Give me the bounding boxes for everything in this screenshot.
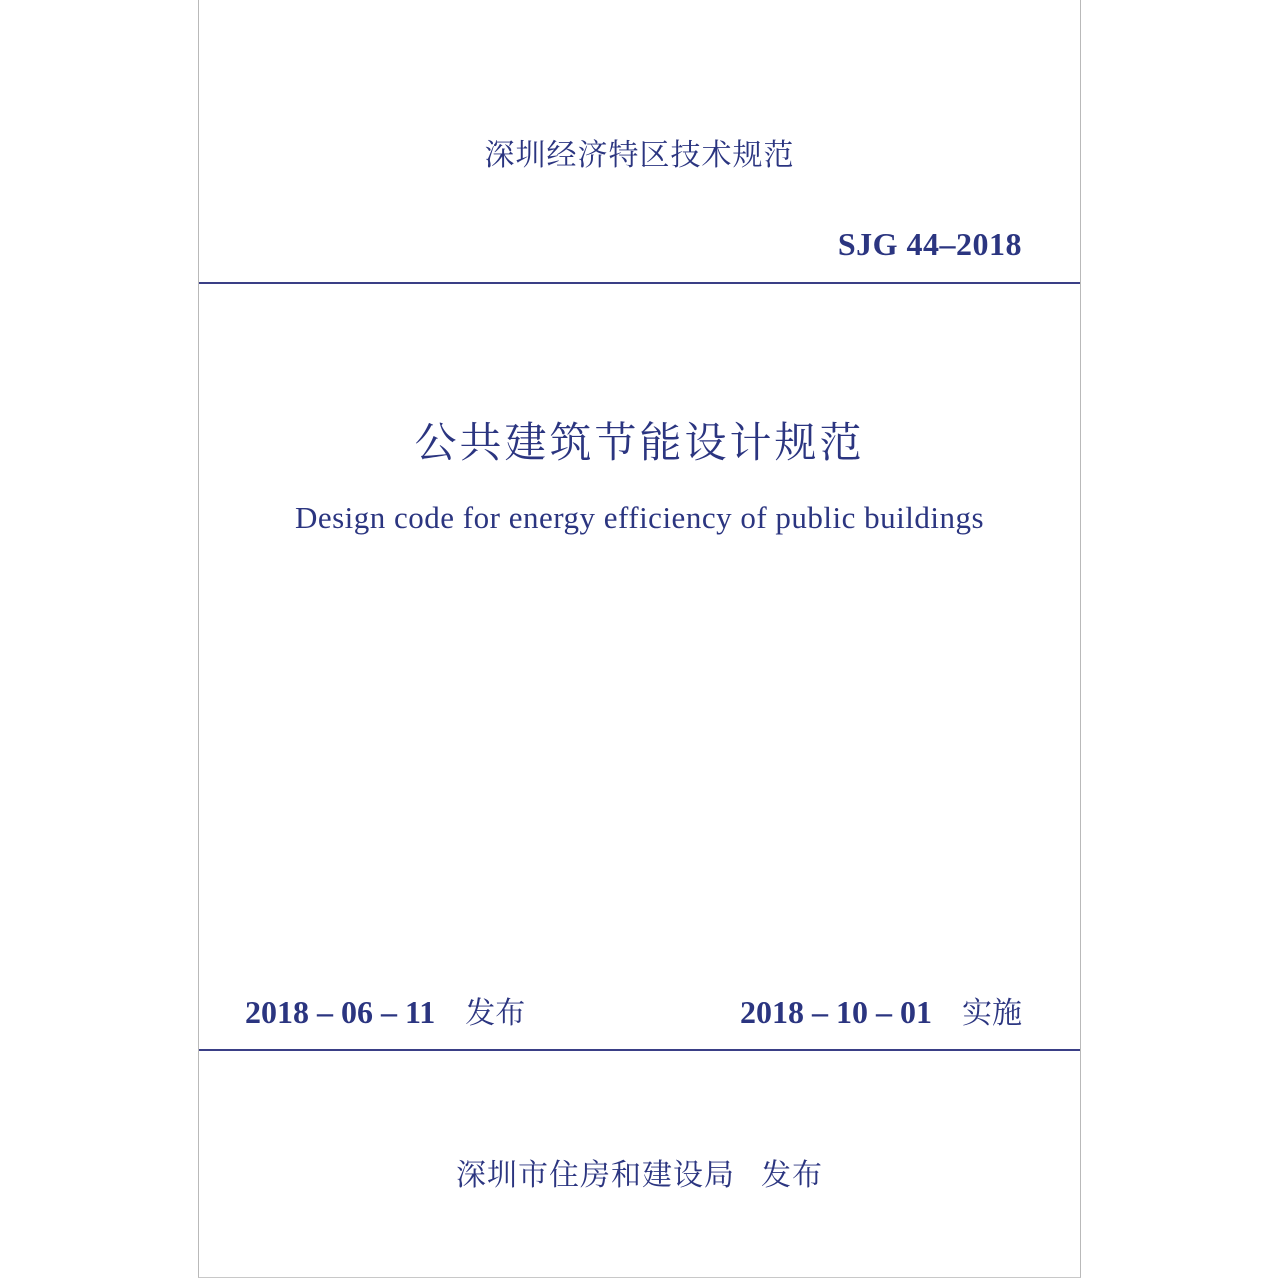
top-divider xyxy=(199,282,1080,284)
standard-code: SJG 44–2018 xyxy=(837,226,1022,262)
series-title: 深圳经济特区技术规范 xyxy=(484,138,795,173)
title-chinese: 公共建筑节能设计规范 xyxy=(414,418,865,467)
effective-date-row xyxy=(740,988,1022,1032)
issue-label: 发布 xyxy=(465,996,526,1031)
publisher-label: 发布 xyxy=(761,1158,823,1193)
book-cover xyxy=(198,0,1081,1278)
issue-date: 2018 – 06 – 11 xyxy=(245,994,436,1030)
publisher-line xyxy=(199,1150,1080,1194)
effective-date: 2018 – 10 – 01 xyxy=(740,994,932,1030)
publisher-name: 深圳市住房和建设局 xyxy=(456,1158,735,1193)
title-english: Design code for energy efficiency of public buildings xyxy=(294,500,985,535)
bottom-divider xyxy=(199,1049,1080,1051)
effective-label: 实施 xyxy=(962,996,1022,1031)
issue-date-row xyxy=(245,988,525,1032)
